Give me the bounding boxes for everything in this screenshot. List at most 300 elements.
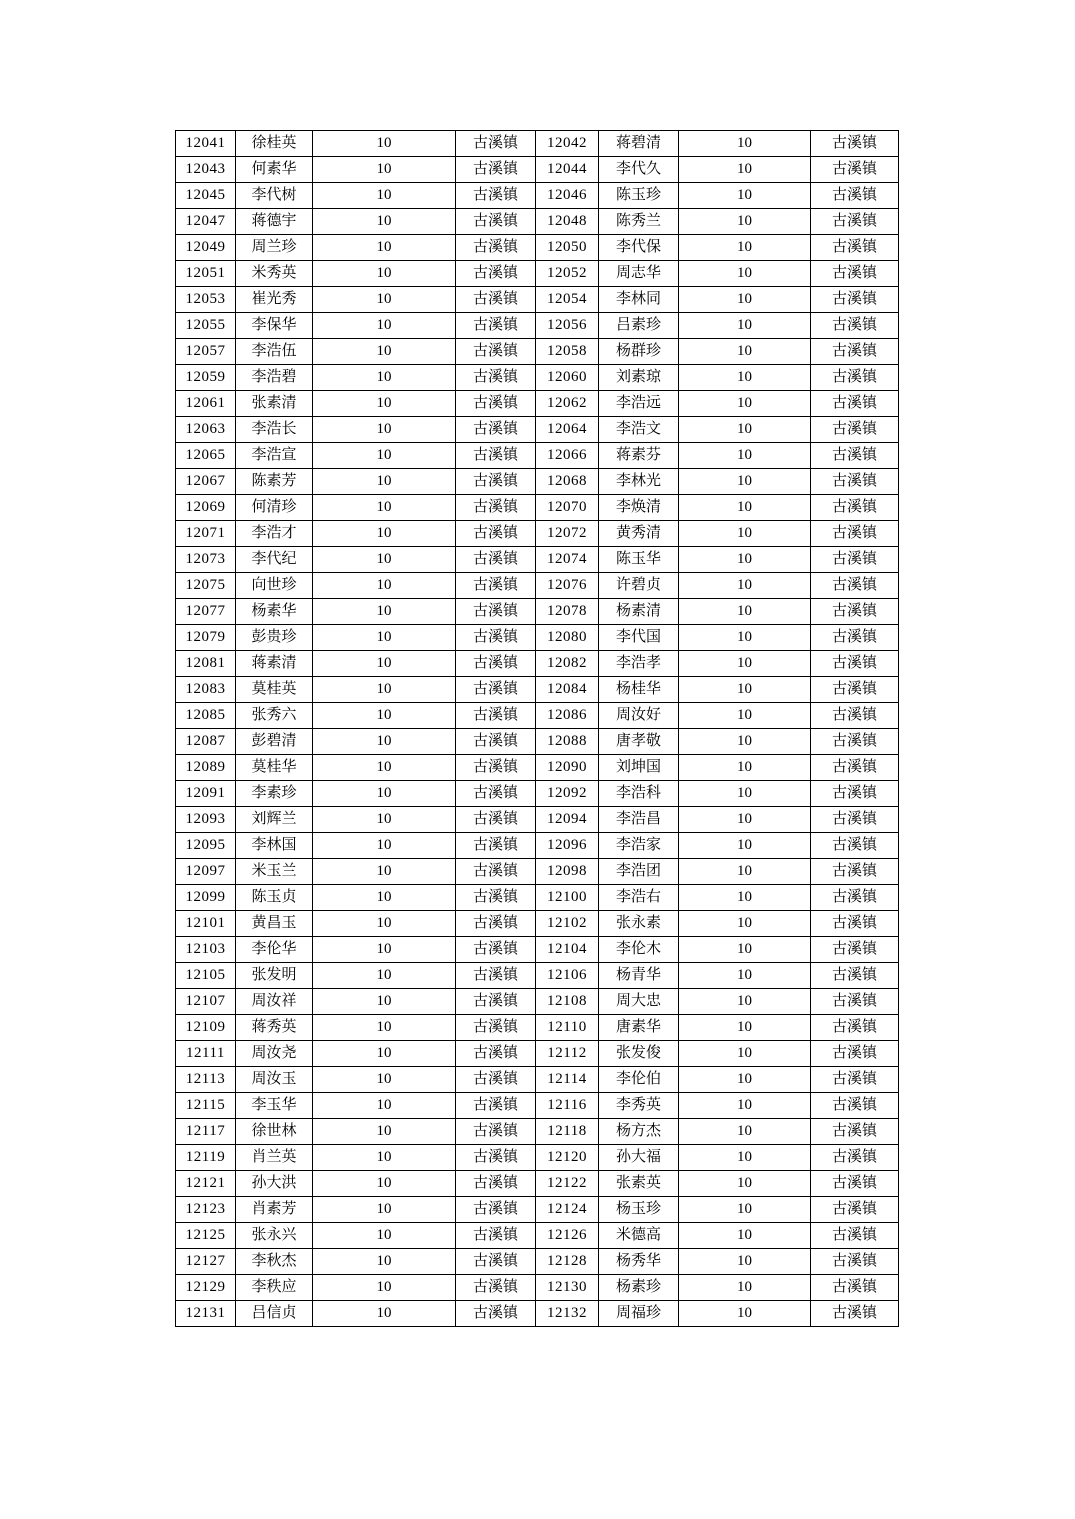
name-cell: 刘坤国	[599, 755, 679, 781]
amount-cell: 10	[313, 495, 456, 521]
id-cell: 12096	[536, 833, 599, 859]
name-cell: 张发明	[236, 963, 313, 989]
name-cell: 蒋碧清	[599, 131, 679, 157]
id-cell: 12127	[176, 1249, 236, 1275]
amount-cell: 10	[679, 1041, 811, 1067]
name-cell: 李浩远	[599, 391, 679, 417]
amount-cell: 10	[313, 937, 456, 963]
town-cell: 古溪镇	[456, 781, 536, 807]
town-cell: 古溪镇	[456, 989, 536, 1015]
amount-cell: 10	[313, 417, 456, 443]
id-cell: 12130	[536, 1275, 599, 1301]
town-cell: 古溪镇	[456, 1093, 536, 1119]
table-row	[176, 547, 899, 573]
name-cell: 何清珍	[236, 495, 313, 521]
amount-cell: 10	[313, 1275, 456, 1301]
name-cell: 徐世林	[236, 1119, 313, 1145]
town-cell: 古溪镇	[456, 1119, 536, 1145]
amount-cell: 10	[679, 1249, 811, 1275]
town-cell: 古溪镇	[811, 1067, 899, 1093]
town-cell: 古溪镇	[811, 547, 899, 573]
town-cell: 古溪镇	[456, 703, 536, 729]
table-row	[176, 677, 899, 703]
town-cell: 古溪镇	[811, 1015, 899, 1041]
town-cell: 古溪镇	[456, 755, 536, 781]
id-cell: 12071	[176, 521, 236, 547]
town-cell: 古溪镇	[811, 755, 899, 781]
amount-cell: 10	[679, 1119, 811, 1145]
name-cell: 周汝尧	[236, 1041, 313, 1067]
town-cell: 古溪镇	[811, 963, 899, 989]
town-cell: 古溪镇	[811, 417, 899, 443]
id-cell: 12115	[176, 1093, 236, 1119]
name-cell: 杨青华	[599, 963, 679, 989]
amount-cell: 10	[313, 1249, 456, 1275]
amount-cell: 10	[313, 1119, 456, 1145]
id-cell: 12062	[536, 391, 599, 417]
id-cell: 12047	[176, 209, 236, 235]
amount-cell: 10	[679, 1171, 811, 1197]
id-cell: 12085	[176, 703, 236, 729]
name-cell: 周福珍	[599, 1301, 679, 1327]
amount-cell: 10	[313, 183, 456, 209]
name-cell: 李浩家	[599, 833, 679, 859]
town-cell: 古溪镇	[811, 625, 899, 651]
name-cell: 陈玉贞	[236, 885, 313, 911]
town-cell: 古溪镇	[811, 495, 899, 521]
amount-cell: 10	[679, 1275, 811, 1301]
amount-cell: 10	[679, 209, 811, 235]
name-cell: 李伦伯	[599, 1067, 679, 1093]
amount-cell: 10	[313, 443, 456, 469]
table-row	[176, 209, 899, 235]
table-row	[176, 1249, 899, 1275]
table-row	[176, 1145, 899, 1171]
amount-cell: 10	[679, 469, 811, 495]
id-cell: 12129	[176, 1275, 236, 1301]
id-cell: 12057	[176, 339, 236, 365]
amount-cell: 10	[679, 287, 811, 313]
town-cell: 古溪镇	[811, 339, 899, 365]
table-row	[176, 755, 899, 781]
table-row	[176, 911, 899, 937]
town-cell: 古溪镇	[456, 599, 536, 625]
name-cell: 张永素	[599, 911, 679, 937]
name-cell: 吕素珍	[599, 313, 679, 339]
town-cell: 古溪镇	[811, 1171, 899, 1197]
id-cell: 12107	[176, 989, 236, 1015]
amount-cell: 10	[679, 1015, 811, 1041]
amount-cell: 10	[679, 417, 811, 443]
town-cell: 古溪镇	[456, 313, 536, 339]
id-cell: 12124	[536, 1197, 599, 1223]
town-cell: 古溪镇	[456, 1067, 536, 1093]
town-cell: 古溪镇	[811, 1041, 899, 1067]
town-cell: 古溪镇	[456, 469, 536, 495]
id-cell: 12106	[536, 963, 599, 989]
name-cell: 杨素华	[236, 599, 313, 625]
town-cell: 古溪镇	[456, 443, 536, 469]
table-row	[176, 391, 899, 417]
name-cell: 向世珍	[236, 573, 313, 599]
id-cell: 12113	[176, 1067, 236, 1093]
name-cell: 黄秀清	[599, 521, 679, 547]
name-cell: 李素珍	[236, 781, 313, 807]
amount-cell: 10	[679, 365, 811, 391]
table-row	[176, 573, 899, 599]
id-cell: 12112	[536, 1041, 599, 1067]
name-cell: 陈玉华	[599, 547, 679, 573]
id-cell: 12068	[536, 469, 599, 495]
amount-cell: 10	[313, 521, 456, 547]
name-cell: 唐孝敬	[599, 729, 679, 755]
amount-cell: 10	[679, 131, 811, 157]
amount-cell: 10	[313, 1067, 456, 1093]
name-cell: 张素英	[599, 1171, 679, 1197]
id-cell: 12090	[536, 755, 599, 781]
town-cell: 古溪镇	[811, 729, 899, 755]
amount-cell: 10	[313, 1145, 456, 1171]
name-cell: 周汝玉	[236, 1067, 313, 1093]
town-cell: 古溪镇	[811, 989, 899, 1015]
amount-cell: 10	[679, 339, 811, 365]
id-cell: 12131	[176, 1301, 236, 1327]
id-cell: 12041	[176, 131, 236, 157]
name-cell: 李浩伍	[236, 339, 313, 365]
id-cell: 12088	[536, 729, 599, 755]
town-cell: 古溪镇	[811, 183, 899, 209]
table-row	[176, 1015, 899, 1041]
name-cell: 李浩才	[236, 521, 313, 547]
id-cell: 12060	[536, 365, 599, 391]
table-row	[176, 235, 899, 261]
amount-cell: 10	[313, 859, 456, 885]
amount-cell: 10	[679, 313, 811, 339]
amount-cell: 10	[679, 807, 811, 833]
town-cell: 古溪镇	[456, 1041, 536, 1067]
amount-cell: 10	[313, 339, 456, 365]
town-cell: 古溪镇	[811, 703, 899, 729]
table-row	[176, 469, 899, 495]
roster-table	[175, 130, 899, 1327]
amount-cell: 10	[679, 547, 811, 573]
town-cell: 古溪镇	[811, 1223, 899, 1249]
name-cell: 李秩应	[236, 1275, 313, 1301]
id-cell: 12049	[176, 235, 236, 261]
id-cell: 12079	[176, 625, 236, 651]
table-row	[176, 443, 899, 469]
table-row	[176, 625, 899, 651]
town-cell: 古溪镇	[811, 157, 899, 183]
amount-cell: 10	[313, 157, 456, 183]
town-cell: 古溪镇	[456, 391, 536, 417]
table-row	[176, 339, 899, 365]
roster-table-body	[176, 131, 899, 1327]
amount-cell: 10	[313, 261, 456, 287]
id-cell: 12102	[536, 911, 599, 937]
name-cell: 李林国	[236, 833, 313, 859]
town-cell: 古溪镇	[456, 1301, 536, 1327]
amount-cell: 10	[679, 885, 811, 911]
id-cell: 12083	[176, 677, 236, 703]
amount-cell: 10	[313, 989, 456, 1015]
name-cell: 周汝祥	[236, 989, 313, 1015]
name-cell: 陈素芳	[236, 469, 313, 495]
id-cell: 12059	[176, 365, 236, 391]
id-cell: 12043	[176, 157, 236, 183]
name-cell: 陈秀兰	[599, 209, 679, 235]
id-cell: 12054	[536, 287, 599, 313]
table-row	[176, 1301, 899, 1327]
name-cell: 李浩宣	[236, 443, 313, 469]
amount-cell: 10	[313, 131, 456, 157]
amount-cell: 10	[679, 495, 811, 521]
id-cell: 12053	[176, 287, 236, 313]
table-row	[176, 859, 899, 885]
id-cell: 12074	[536, 547, 599, 573]
amount-cell: 10	[313, 1301, 456, 1327]
table-row	[176, 1275, 899, 1301]
amount-cell: 10	[313, 599, 456, 625]
table-row	[176, 989, 899, 1015]
id-cell: 12120	[536, 1145, 599, 1171]
amount-cell: 10	[679, 235, 811, 261]
id-cell: 12118	[536, 1119, 599, 1145]
town-cell: 古溪镇	[811, 313, 899, 339]
table-row	[176, 521, 899, 547]
name-cell: 李代久	[599, 157, 679, 183]
name-cell: 杨桂华	[599, 677, 679, 703]
table-row	[176, 495, 899, 521]
id-cell: 12104	[536, 937, 599, 963]
name-cell: 张素清	[236, 391, 313, 417]
town-cell: 古溪镇	[456, 209, 536, 235]
id-cell: 12119	[176, 1145, 236, 1171]
name-cell: 张永兴	[236, 1223, 313, 1249]
name-cell: 张发俊	[599, 1041, 679, 1067]
town-cell: 古溪镇	[456, 495, 536, 521]
id-cell: 12081	[176, 651, 236, 677]
amount-cell: 10	[679, 573, 811, 599]
name-cell: 李浩右	[599, 885, 679, 911]
table-row	[176, 1119, 899, 1145]
name-cell: 李浩昌	[599, 807, 679, 833]
id-cell: 12050	[536, 235, 599, 261]
town-cell: 古溪镇	[811, 885, 899, 911]
name-cell: 周志华	[599, 261, 679, 287]
table-row	[176, 287, 899, 313]
amount-cell: 10	[679, 261, 811, 287]
table-row	[176, 157, 899, 183]
name-cell: 许碧贞	[599, 573, 679, 599]
town-cell: 古溪镇	[456, 1249, 536, 1275]
name-cell: 周汝好	[599, 703, 679, 729]
name-cell: 李浩长	[236, 417, 313, 443]
town-cell: 古溪镇	[811, 859, 899, 885]
name-cell: 崔光秀	[236, 287, 313, 313]
id-cell: 12067	[176, 469, 236, 495]
amount-cell: 10	[679, 1197, 811, 1223]
name-cell: 彭贵珍	[236, 625, 313, 651]
name-cell: 莫桂华	[236, 755, 313, 781]
town-cell: 古溪镇	[456, 183, 536, 209]
town-cell: 古溪镇	[811, 573, 899, 599]
amount-cell: 10	[313, 625, 456, 651]
name-cell: 杨方杰	[599, 1119, 679, 1145]
town-cell: 古溪镇	[456, 1015, 536, 1041]
id-cell: 12084	[536, 677, 599, 703]
name-cell: 李代纪	[236, 547, 313, 573]
id-cell: 12061	[176, 391, 236, 417]
id-cell: 12058	[536, 339, 599, 365]
id-cell: 12069	[176, 495, 236, 521]
town-cell: 古溪镇	[811, 1093, 899, 1119]
amount-cell: 10	[313, 833, 456, 859]
id-cell: 12105	[176, 963, 236, 989]
name-cell: 张秀六	[236, 703, 313, 729]
amount-cell: 10	[313, 703, 456, 729]
name-cell: 周大忠	[599, 989, 679, 1015]
amount-cell: 10	[313, 781, 456, 807]
town-cell: 古溪镇	[811, 807, 899, 833]
id-cell: 12080	[536, 625, 599, 651]
id-cell: 12048	[536, 209, 599, 235]
town-cell: 古溪镇	[811, 469, 899, 495]
name-cell: 陈玉珍	[599, 183, 679, 209]
id-cell: 12128	[536, 1249, 599, 1275]
id-cell: 12077	[176, 599, 236, 625]
table-row	[176, 1223, 899, 1249]
amount-cell: 10	[679, 911, 811, 937]
amount-cell: 10	[679, 599, 811, 625]
amount-cell: 10	[679, 443, 811, 469]
town-cell: 古溪镇	[456, 885, 536, 911]
name-cell: 杨玉珍	[599, 1197, 679, 1223]
town-cell: 古溪镇	[456, 157, 536, 183]
name-cell: 李浩文	[599, 417, 679, 443]
name-cell: 李保华	[236, 313, 313, 339]
name-cell: 莫桂英	[236, 677, 313, 703]
town-cell: 古溪镇	[811, 833, 899, 859]
town-cell: 古溪镇	[811, 599, 899, 625]
town-cell: 古溪镇	[811, 1119, 899, 1145]
name-cell: 米玉兰	[236, 859, 313, 885]
town-cell: 古溪镇	[456, 131, 536, 157]
id-cell: 12064	[536, 417, 599, 443]
town-cell: 古溪镇	[456, 235, 536, 261]
table-row	[176, 1041, 899, 1067]
amount-cell: 10	[679, 833, 811, 859]
town-cell: 古溪镇	[456, 547, 536, 573]
id-cell: 12097	[176, 859, 236, 885]
id-cell: 12111	[176, 1041, 236, 1067]
id-cell: 12063	[176, 417, 236, 443]
id-cell: 12065	[176, 443, 236, 469]
amount-cell: 10	[679, 677, 811, 703]
name-cell: 李伦华	[236, 937, 313, 963]
name-cell: 刘辉兰	[236, 807, 313, 833]
table-row	[176, 651, 899, 677]
town-cell: 古溪镇	[456, 911, 536, 937]
amount-cell: 10	[313, 963, 456, 989]
id-cell: 12110	[536, 1015, 599, 1041]
name-cell: 肖素芳	[236, 1197, 313, 1223]
town-cell: 古溪镇	[456, 729, 536, 755]
id-cell: 12099	[176, 885, 236, 911]
amount-cell: 10	[679, 1093, 811, 1119]
town-cell: 古溪镇	[811, 1145, 899, 1171]
town-cell: 古溪镇	[811, 1249, 899, 1275]
town-cell: 古溪镇	[811, 781, 899, 807]
name-cell: 唐素华	[599, 1015, 679, 1041]
id-cell: 12093	[176, 807, 236, 833]
town-cell: 古溪镇	[811, 1197, 899, 1223]
id-cell: 12051	[176, 261, 236, 287]
amount-cell: 10	[313, 729, 456, 755]
town-cell: 古溪镇	[811, 209, 899, 235]
id-cell: 12070	[536, 495, 599, 521]
amount-cell: 10	[679, 521, 811, 547]
amount-cell: 10	[313, 391, 456, 417]
id-cell: 12122	[536, 1171, 599, 1197]
town-cell: 古溪镇	[811, 235, 899, 261]
amount-cell: 10	[313, 365, 456, 391]
amount-cell: 10	[679, 937, 811, 963]
table-row	[176, 417, 899, 443]
amount-cell: 10	[313, 547, 456, 573]
name-cell: 周兰珍	[236, 235, 313, 261]
amount-cell: 10	[313, 573, 456, 599]
town-cell: 古溪镇	[811, 287, 899, 313]
town-cell: 古溪镇	[456, 807, 536, 833]
town-cell: 古溪镇	[811, 1275, 899, 1301]
amount-cell: 10	[679, 183, 811, 209]
amount-cell: 10	[313, 469, 456, 495]
town-cell: 古溪镇	[456, 677, 536, 703]
town-cell: 古溪镇	[811, 443, 899, 469]
id-cell: 12092	[536, 781, 599, 807]
table-row	[176, 1171, 899, 1197]
id-cell: 12091	[176, 781, 236, 807]
amount-cell: 10	[679, 859, 811, 885]
amount-cell: 10	[313, 677, 456, 703]
id-cell: 12098	[536, 859, 599, 885]
amount-cell: 10	[313, 287, 456, 313]
table-row	[176, 313, 899, 339]
name-cell: 黄昌玉	[236, 911, 313, 937]
town-cell: 古溪镇	[456, 859, 536, 885]
name-cell: 李浩团	[599, 859, 679, 885]
amount-cell: 10	[679, 1145, 811, 1171]
town-cell: 古溪镇	[456, 651, 536, 677]
name-cell: 李林光	[599, 469, 679, 495]
name-cell: 李浩碧	[236, 365, 313, 391]
amount-cell: 10	[679, 625, 811, 651]
town-cell: 古溪镇	[456, 1197, 536, 1223]
town-cell: 古溪镇	[456, 261, 536, 287]
town-cell: 古溪镇	[456, 1275, 536, 1301]
name-cell: 李焕清	[599, 495, 679, 521]
table-row	[176, 963, 899, 989]
town-cell: 古溪镇	[456, 521, 536, 547]
name-cell: 肖兰英	[236, 1145, 313, 1171]
id-cell: 12116	[536, 1093, 599, 1119]
town-cell: 古溪镇	[456, 1145, 536, 1171]
table-row	[176, 131, 899, 157]
id-cell: 12044	[536, 157, 599, 183]
name-cell: 杨素珍	[599, 1275, 679, 1301]
id-cell: 12125	[176, 1223, 236, 1249]
